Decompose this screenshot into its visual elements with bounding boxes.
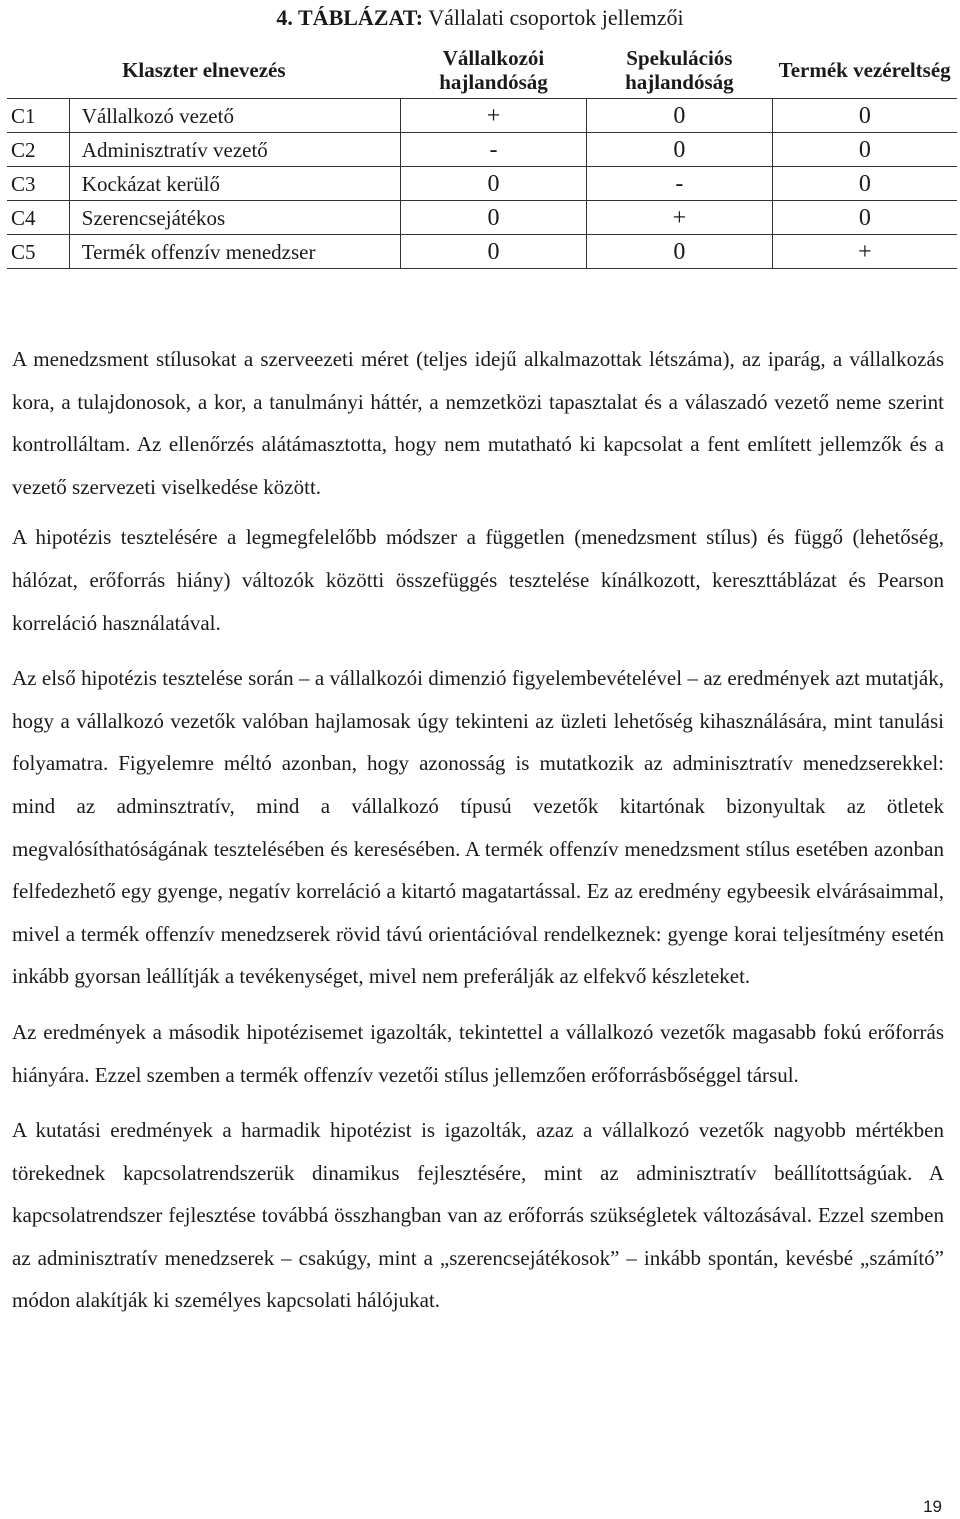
table-number: 4. TÁBLÁZAT:: [276, 5, 424, 30]
table-caption: [0, 4, 960, 32]
page-number: 19: [923, 1497, 942, 1516]
cluster-table: [7, 44, 957, 269]
paragraph-method: A hipotézis tesztelésére a legmegfelelőbb módszer a független (menedzsment stílus) és függő (lehetőség, hálózat, erőforrás hiány) változók közötti összefüggés tesztelése kínálkozott, kereszttáblázat és Pearson korreláció használatával.: [12, 525, 944, 635]
header-entrepreneurial: Vállalkozói hajlandóság: [401, 44, 587, 99]
speculative-value: 0: [586, 235, 772, 269]
speculative-value: +: [586, 201, 772, 235]
entrepreneurial-value: 0: [401, 235, 587, 269]
product-driven-value: 0: [772, 201, 957, 235]
body-text: [12, 338, 944, 1335]
cluster-name: Vállalkozó vezető: [69, 99, 400, 133]
entrepreneurial-value: 0: [401, 167, 587, 201]
cluster-code: C1: [7, 99, 69, 133]
table-row: [7, 167, 957, 201]
table-caption-text: Vállalati csoportok jellemzői: [428, 5, 684, 30]
cluster-code: C5: [7, 235, 69, 269]
table-row: [7, 133, 957, 167]
header-cluster-name: Klaszter elnevezés: [7, 44, 401, 99]
paragraph-hypothesis-2: Az eredmények a második hipotézisemet igazolták, tekintettel a vállalkozó vezetők magasabb fokú erőforrás hiányára. Ezzel szemben a termék offenzív vezetői stílus jellemzően erőforrásbőséggel társul.: [12, 1019, 944, 1087]
entrepreneurial-value: +: [401, 99, 587, 133]
cluster-code: C3: [7, 167, 69, 201]
product-driven-value: 0: [772, 167, 957, 201]
paragraph-controls: A menedzsment stílusokat a szerveezeti méret (teljes idejű alkalmazottak létszáma), az iparág, a vállalkozás kora, a tulajdonosok, a kor, a tanulmányi háttér, a nemzetközi tapasztalat és a válaszadó vezető neme szerint kontrolláltam. Az ellenőrzés alátámasztotta, hogy nem mutatható ki kapcsolat a fent említett jellemzők és a vezető szervezeti viselkedése között.: [12, 347, 944, 499]
speculative-value: 0: [586, 99, 772, 133]
paragraph-hypothesis-3: A kutatási eredmények a harmadik hipotézist is igazolták, azaz a vállalkozó vezetők nagyobb mértékben törekednek kapcsolatrendszerük dinamikus fejlesztésére, mint az adminisztratív beállítottságúak. A kapcsolatrendszer fejlesztése továbbá összhangban van az erőforrás szükségletek változásával. Ezzel szemben az adminisztratív menedzserek – csakúgy, mint a „szerencsejátékosok” – inkább spontán, kevésbé „számító” módon alakítják ki személyes kapcsolati hálójukat.: [12, 1118, 944, 1313]
cluster-code: C4: [7, 201, 69, 235]
header-speculative: Spekulációs hajlandóság: [586, 44, 772, 99]
product-driven-value: 0: [772, 133, 957, 167]
cluster-code: C2: [7, 133, 69, 167]
speculative-value: -: [586, 167, 772, 201]
cluster-name: Kockázat kerülő: [69, 167, 400, 201]
table-header-row: [7, 44, 957, 99]
table-row: [7, 235, 957, 269]
table-row: [7, 201, 957, 235]
speculative-value: 0: [586, 133, 772, 167]
product-driven-value: +: [772, 235, 957, 269]
table-row: [7, 99, 957, 133]
cluster-name: Szerencsejátékos: [69, 201, 400, 235]
paragraph-hypothesis-1: Az első hipotézis tesztelése során – a vállalkozói dimenzió figyelembevételével – az eredmények azt mutatják, hogy a vállalkozó vezetők valóban hajlamosak úgy tekinteni az üzleti lehetőség kihasználására, mint tanulási folyamatra. Figyelemre méltó azonban, hogy azonosság is mutatkozik az adminisztratív menedzserekkel: mind az adminsztratív, mind a vállalkozó típusú vezetők kitartónak bizonyultak az ötletek megvalósíthatóságának tesztelésében és keresésében. A termék offenzív menedzsment stílus esetében azonban felfedezhető egy gyenge, negatív korreláció a kitartó magatartással. Ez az eredmény egybeesik elvárásaimmal, mivel a termék offenzív menedzserek rövid távú orientációval rendelkeznek: gyenge korai teljesítmény esetén inkább gyorsan leállítják a tevékenységet, mivel nem preferálják az elfekvő készleteket.: [12, 666, 944, 989]
product-driven-value: 0: [772, 99, 957, 133]
cluster-name: Termék offenzív menedzser: [69, 235, 400, 269]
header-product-driven: Termék vezéreltség: [772, 44, 957, 99]
entrepreneurial-value: -: [401, 133, 587, 167]
cluster-name: Adminisztratív vezető: [69, 133, 400, 167]
entrepreneurial-value: 0: [401, 201, 587, 235]
